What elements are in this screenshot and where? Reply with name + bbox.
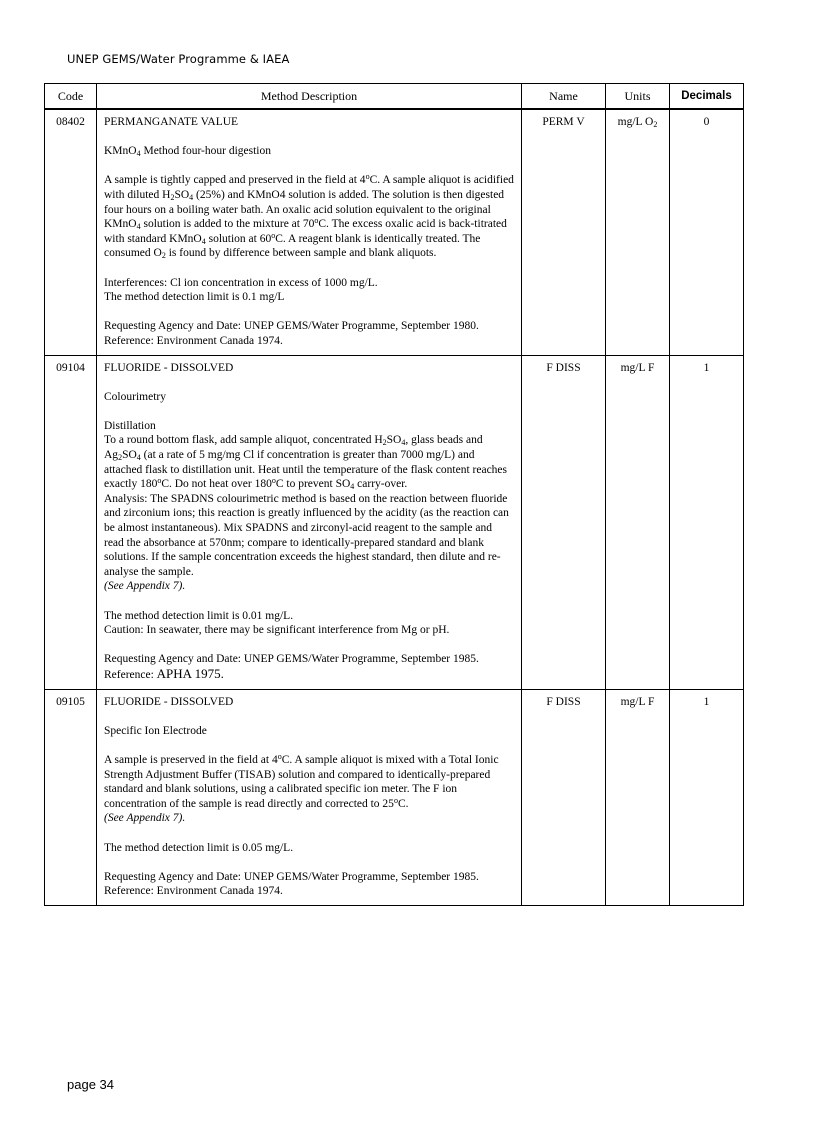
row-code: 09105 [45,689,97,905]
method-title: FLUORIDE - DISSOLVED [104,361,234,374]
row-units: mg/L F [606,355,670,689]
table-row [45,109,744,355]
requesting-agency-text: Requesting Agency and Date: UNEP GEMS/Water Programme, September 1985. [104,870,479,883]
requesting-agency-text: Requesting Agency and Date: UNEP GEMS/Water Programme, September 1985. [104,653,479,666]
method-title: FLUORIDE - DISSOLVED [104,695,234,708]
column-header-code: Code [45,84,97,110]
detection-limit-text: The method detection limit is 0.01 mg/L. [104,609,294,622]
row-code: 08402 [45,109,97,355]
reference-text: Reference: APHA 1975. [104,665,224,681]
interferences-text: Interferences: Cl ion concentration in excess of 1000 mg/L. [104,276,378,289]
row-units: mg/L F [606,689,670,905]
reference-text: Reference: Environment Canada 1974. [104,885,283,898]
method-title: PERMANGANATE VALUE [104,116,239,128]
analysis-paragraph: Analysis: The SPADNS colourimetric method is based on the reaction between fluoride and zirconium ions; this reaction is greatly influenced by the acidity (as the reaction can be almost instantaneous). Mix SPADNS and zirconyl-acid reagent to the sample and read the absorbance at 570nm; compare to identically-prepared standard and blank solutions. If the sample concentration exceeds the highest standard, then dilute and re-analyse the sample. [104,492,509,578]
appendix-note: (See Appendix 7). [104,580,186,593]
procedure-paragraph: A sample is preserved in the field at 4$^o$C. A sample aliquot is mixed with a Total Ionic Strength Adjustment Buffer (TISAB) solution and compared to identically-prepared standard and blank solutions, using a calibrated specific ion meter. The F ion concentration of the sample is read directly and corrected to 25$^o$C. [104,751,499,810]
method-name: Specific Ion Electrode [104,724,207,737]
row-name: F DISS [522,689,606,905]
procedure-paragraph: A sample is tightly capped and preserved in the field at 4$^o$C. A sample aliquot is acidified with diluted $H_2SO_4$ (25%) and KMnO4 solution is added. The solution is then digested four hours on a boiling water bath. An oxalic acid solution equivalent to the original KMnO$_4$ solution is added to the mixture at 70$^o$C. The excess oxalic acid is back-titrated with standard KMnO$_4$ solution at 60$^o$C. A reagent blank is identically treated. The consumed $O_2$ is found by difference between sample and blank aliquots. [104,172,514,261]
method-name: Colourimetry [104,390,166,403]
caution-text: Caution: In seawater, there may be significant interference from Mg or pH. [104,624,450,637]
detection-limit-text: The method detection limit is 0.05 mg/L. [104,841,294,854]
page-number: page 34 [67,1077,114,1092]
method-name: KMnO$_4$ Method four-hour digestion [104,145,271,159]
row-name: PERM V [522,109,606,355]
requesting-agency-text: Requesting Agency and Date: UNEP GEMS/Water Programme, September 1980. [104,320,479,333]
column-header-units: Units [606,84,670,110]
row-name: F DISS [522,355,606,689]
procedure-paragraph: To a round bottom flask, add sample aliquot, concentrated $H_2SO_4$, glass beads and $Ag_2SO_4$ (at a rate of 5 mg/mg Cl if concentration is greater than 7000 mg/L) and attached flask to distillation unit. Heat until the temperature of the flask content reaches exactly 180$^o$C. Do not heat over 180$^o$C to prevent $SO_4$ carry-over. [104,434,507,492]
detection-limit-text: The method detection limit is 0.1 mg/L [104,291,285,304]
row-code: 09104 [45,355,97,689]
procedure-label: Distillation [104,419,156,432]
row-description [97,355,522,689]
table-row [45,355,744,689]
table-row [45,689,744,905]
row-description [97,689,522,905]
column-header-decimals: Decimals [670,84,744,110]
row-units: mg/L $O_2$ [606,109,670,355]
table-header-row [45,84,744,110]
column-header-name: Name [522,84,606,110]
row-decimals: 0 [670,109,744,355]
row-decimals: 1 [670,689,744,905]
row-description [97,109,522,355]
appendix-note: (See Appendix 7). [104,812,186,825]
column-header-description: Method Description [97,84,522,110]
methods-table [44,83,744,906]
reference-text: Reference: Environment Canada 1974. [104,334,283,347]
page-header: UNEP GEMS/Water Programme & IAEA [67,52,290,66]
row-decimals: 1 [670,355,744,689]
